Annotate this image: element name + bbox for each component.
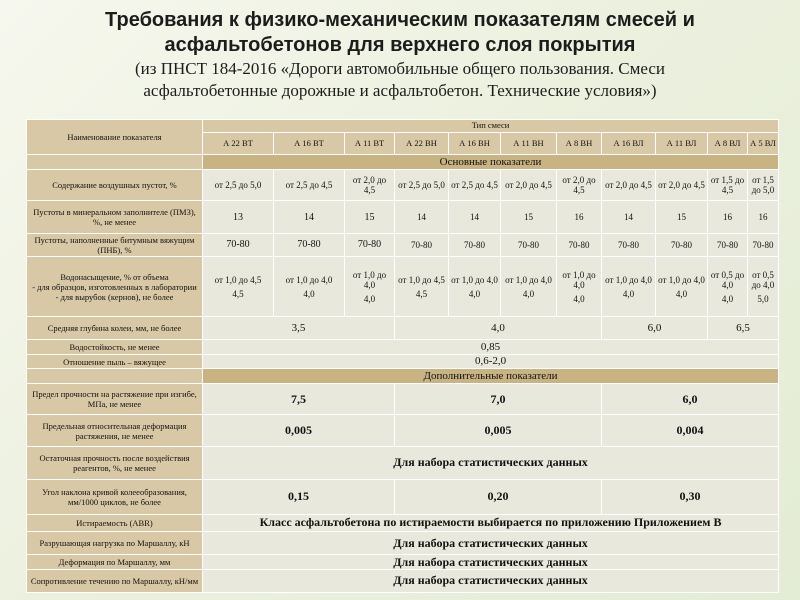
- table-row-marshall-load: [27, 532, 779, 555]
- table-cell: 70-80: [557, 233, 602, 256]
- col-header: А 8 ВН: [557, 132, 602, 155]
- title-line-1: Требования к физико-механическим показателям смесей и: [105, 9, 695, 31]
- table-cell: 70-80: [656, 233, 708, 256]
- title-line-2: асфальтобетонов для верхнего слоя покрытия: [164, 34, 636, 56]
- table-cell: от 0,5 до 4,0 5,0: [748, 256, 779, 317]
- table-cell: от 2,5 до 5,0: [395, 170, 449, 201]
- table-cell: 0,005: [395, 415, 602, 446]
- table-cell: Для набора статистических данных: [203, 555, 779, 570]
- table-cell: от 1,0 до 4,0 4,0: [557, 256, 602, 317]
- col-header: А 5 ВЛ: [748, 132, 779, 155]
- col-header: А 11 ВЛ: [656, 132, 708, 155]
- table-cell: 16: [708, 201, 748, 233]
- row-label: Содержание воздушных пустот, %: [27, 170, 203, 201]
- table-cell: 16: [748, 201, 779, 233]
- table-cell: 7,5: [203, 384, 395, 415]
- table-cell: от 2,5 до 4,5: [449, 170, 501, 201]
- table-cell: 14: [395, 201, 449, 233]
- table-cell: 15: [345, 201, 395, 233]
- table-row-deformation: [27, 415, 779, 446]
- table-cell: от 2,0 до 4,5: [557, 170, 602, 201]
- table-row-flow-resistance: [27, 569, 779, 592]
- table-cell: от 2,5 до 5,0: [203, 170, 274, 201]
- table-cell: Класс асфальтобетона по истираемости выбирается по приложению Приложением В: [203, 514, 779, 532]
- table-row-vma: [27, 201, 779, 233]
- table-cell: от 1,0 до 4,0 4,0: [656, 256, 708, 317]
- table-cell: от 2,0 до 4,5: [501, 170, 557, 201]
- table-cell: от 1,0 до 4,0 4,0: [501, 256, 557, 317]
- table-cell: от 2,0 до 4,5: [656, 170, 708, 201]
- row-label: Водостойкость, не менее: [27, 340, 203, 355]
- table-cell: 0,20: [395, 480, 602, 514]
- table-row-rut: [27, 317, 779, 340]
- section-extra: Дополнительные показатели: [203, 369, 779, 384]
- table-cell: от 1,0 до 4,5 4,5: [395, 256, 449, 317]
- table-cell: 6,5: [708, 317, 779, 340]
- row-label: Деформация по Маршаллу, мм: [27, 555, 203, 570]
- table-cell: от 2,5 до 4,5: [274, 170, 345, 201]
- subtitle-line-2: асфальтобетонные дорожные и асфальтобетон. Технические условия»): [143, 81, 657, 100]
- table-cell: 0,004: [602, 415, 779, 446]
- table-row-vfb: [27, 233, 779, 256]
- row-label: Сопротивление течению по Маршаллу, кН/мм: [27, 569, 203, 592]
- row-label-line: - для образцов, изготовленных в лаборатории: [32, 281, 197, 292]
- section-main: Основные показатели: [203, 155, 779, 170]
- table-cell: от 1,5 до 4,5: [708, 170, 748, 201]
- table-cell: 3,5: [203, 317, 395, 340]
- requirements-table: [26, 119, 779, 593]
- table-cell: 70-80: [345, 233, 395, 256]
- col-header: А 11 ВН: [501, 132, 557, 155]
- col-header: А 16 ВН: [449, 132, 501, 155]
- row-label: Истираемость (ABR): [27, 514, 203, 532]
- table-cell: 70-80: [708, 233, 748, 256]
- table-cell: Для набора статистических данных: [203, 446, 779, 479]
- table-cell: 70-80: [203, 233, 274, 256]
- section-main-row: [27, 155, 779, 170]
- table-row-slope: [27, 480, 779, 514]
- table-cell: 15: [656, 201, 708, 233]
- table-cell: 13: [203, 201, 274, 233]
- table-cell: 0,15: [203, 480, 395, 514]
- row-label: [27, 256, 203, 317]
- row-label-line: Водонасыщение, % от объема: [60, 271, 169, 282]
- table-row-voids: [27, 170, 779, 201]
- table-cell: от 1,5 до 5,0: [748, 170, 779, 201]
- table-cell: 14: [602, 201, 656, 233]
- table-cell: Для набора статистических данных: [203, 569, 779, 592]
- table-cell: 70-80: [395, 233, 449, 256]
- table-cell: 6,0: [602, 384, 779, 415]
- table-cell: 0,30: [602, 480, 779, 514]
- col-header: А 11 ВТ: [345, 132, 395, 155]
- row-label: Средняя глубина колеи, мм, не более: [27, 317, 203, 340]
- table-cell: от 0,5 до 4,0 4,0: [708, 256, 748, 317]
- table-cell: 14: [449, 201, 501, 233]
- col-header: А 16 ВЛ: [602, 132, 656, 155]
- title-block: [0, 8, 800, 102]
- table-row-tensile: [27, 384, 779, 415]
- col-header: А 8 ВЛ: [708, 132, 748, 155]
- table-row-abrasion: [27, 514, 779, 532]
- table-row-dust: [27, 354, 779, 369]
- col-header: А 16 ВТ: [274, 132, 345, 155]
- row-label: Пустоты в минеральном заполнителе (ПМЗ), %, не менее: [27, 201, 203, 233]
- col-header: А 22 ВТ: [203, 132, 274, 155]
- table-cell: от 2,0 до 4,5: [345, 170, 395, 201]
- table-cell: 4,0: [395, 317, 602, 340]
- row-label: Остаточная прочность после воздействия реагентов, %, не менее: [27, 446, 203, 479]
- table-cell: 14: [274, 201, 345, 233]
- table-cell: 15: [501, 201, 557, 233]
- table-cell: 0,85: [203, 340, 779, 355]
- table-cell: от 1,0 до 4,5 4,5: [203, 256, 274, 317]
- col-header: А 22 ВН: [395, 132, 449, 155]
- table-row-water-resistance: [27, 340, 779, 355]
- row-label: Разрушающая нагрузка по Маршаллу, кН: [27, 532, 203, 555]
- header-row-1: [27, 120, 779, 133]
- row-label: Угол наклона кривой колееобразования, мм/1000 циклов, не более: [27, 480, 203, 514]
- table-row-marshall-deformation: [27, 555, 779, 570]
- table-cell: от 1,0 до 4,0 4,0: [345, 256, 395, 317]
- subtitle-line-1: (из ПНСТ 184-2016 «Дороги автомобильные общего пользования. Смеси: [134, 59, 666, 78]
- table-cell: от 1,0 до 4,0 4,0: [449, 256, 501, 317]
- table-row-water: [27, 256, 779, 317]
- table-cell: от 1,0 до 4,0 4,0: [602, 256, 656, 317]
- section-extra-row: [27, 369, 779, 384]
- table-cell: 0,6-2,0: [203, 354, 779, 369]
- table-cell: от 2,0 до 4,5: [602, 170, 656, 201]
- table-cell: 0,005: [203, 415, 395, 446]
- row-label: Предел прочности на растяжение при изгибе, МПа, не менее: [27, 384, 203, 415]
- table-cell: 16: [557, 201, 602, 233]
- row-label-line: - для вырубок (кернов), не более: [55, 291, 174, 302]
- table-cell: 7,0: [395, 384, 602, 415]
- table-cell: 6,0: [602, 317, 708, 340]
- header-indicator: Наименование показателя: [27, 120, 203, 155]
- table-cell: Для набора статистических данных: [203, 532, 779, 555]
- table-cell: 70-80: [501, 233, 557, 256]
- header-mix-type: Тип смеси: [203, 120, 779, 133]
- table-cell: от 1,0 до 4,0 4,0: [274, 256, 345, 317]
- table-row-residual: [27, 446, 779, 479]
- table-cell: 70-80: [748, 233, 779, 256]
- table-cell: 70-80: [449, 233, 501, 256]
- row-label: Отношение пыль – вяжущее: [27, 354, 203, 369]
- row-label: Предельная относительная деформация растяжения, не менее: [27, 415, 203, 446]
- table-cell: 70-80: [274, 233, 345, 256]
- row-label: Пустоты, наполненные битумным вяжущим (ПНБ), %: [27, 233, 203, 256]
- table-cell: 70-80: [602, 233, 656, 256]
